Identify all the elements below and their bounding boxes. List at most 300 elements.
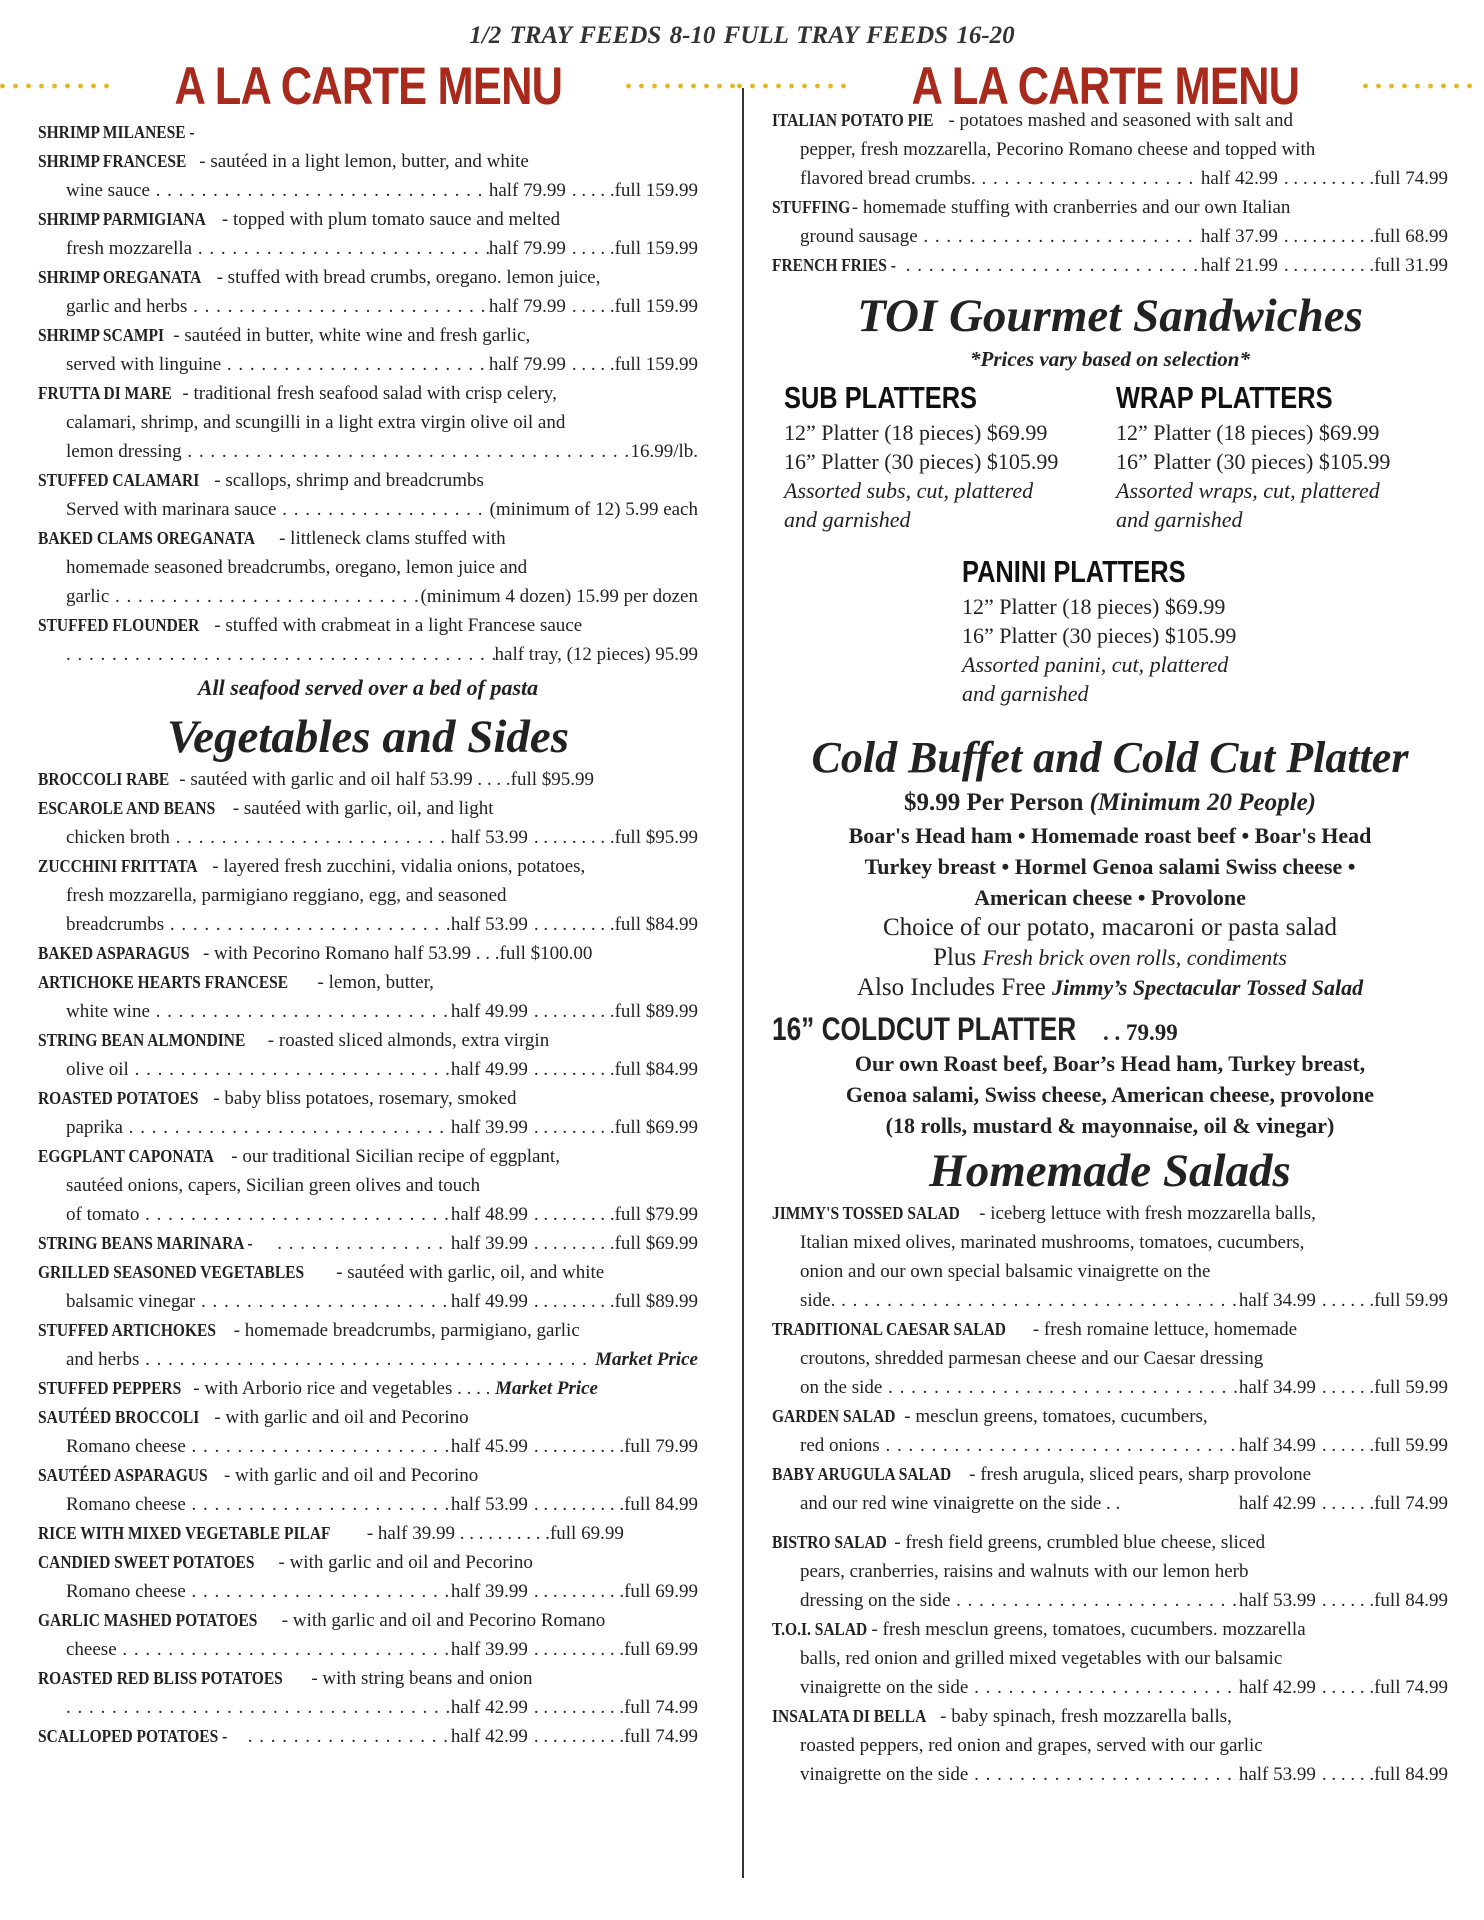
- menu-item: [38, 794, 698, 852]
- item-name: INSALATA DI BELLA: [772, 1706, 927, 1726]
- menu-item-line: [38, 1548, 698, 1577]
- platter-description: and garnished: [962, 681, 1089, 706]
- menu-item-line: [38, 852, 698, 881]
- menu-item: [38, 379, 698, 466]
- item-lead: [38, 1229, 451, 1258]
- full-price: . . . . . .full 59.99: [1321, 1290, 1448, 1311]
- item-description-line: calamari, shrimp, and scungilli in a light extra virgin olive oil and: [66, 412, 566, 433]
- item-name: SHRIMP MILANESE -: [38, 122, 195, 142]
- item-price-line: [38, 1287, 698, 1316]
- item-price-line: [38, 1693, 698, 1722]
- menu-item: [38, 524, 698, 611]
- half-price: half 49.99: [450, 1001, 528, 1022]
- item-name: T.O.I. SALAD: [772, 1619, 868, 1639]
- seafood-list: [38, 118, 698, 669]
- half-price: half 39.99: [450, 1639, 528, 1660]
- item-price-line: [38, 292, 698, 321]
- item-price-line: [38, 910, 698, 939]
- item-price-line: [38, 495, 698, 524]
- item-name: SHRIMP OREGANATA: [38, 267, 202, 287]
- buffet-free-salad: Jimmy’s Spectacular Tossed Salad: [1052, 975, 1364, 1000]
- menu-item: [772, 1528, 1448, 1615]
- item-price-line: [772, 1489, 1448, 1518]
- item-name: STUFFED FLOUNDER: [38, 615, 200, 635]
- menu-item: [772, 193, 1448, 251]
- full-price: . . . . . .full 74.99: [1321, 1493, 1448, 1514]
- menu-item: [38, 118, 698, 147]
- menu-item: [772, 106, 1448, 193]
- item-name: BROCCOLI RABE: [38, 769, 170, 789]
- item-description: - littleneck clams stuffed with: [274, 528, 506, 549]
- menu-item-line: [38, 968, 698, 997]
- buffet-price: $9.99 Per Person: [904, 789, 1090, 816]
- item-description: - baby bliss potatoes, rosemary, smoked: [208, 1088, 517, 1109]
- menu-item-line: [38, 205, 698, 234]
- item-last-line: garlic . . .: [66, 582, 420, 611]
- full-price: . . . . . . . . . .full 31.99: [1283, 255, 1448, 276]
- platter-description: and garnished: [1116, 507, 1243, 532]
- menu-item-line: [38, 321, 698, 350]
- item-description: - sautéed with garlic and oil half 53.99 . . . .full $95.99: [174, 769, 595, 790]
- item-price-line: [38, 582, 698, 611]
- item-description: - sautéed with garlic, oil, and light: [228, 798, 494, 819]
- item-description-line: balls, red onion and grilled mixed vegetables with our balsamic: [800, 1648, 1283, 1669]
- item-description-line: pepper, fresh mozzarella, Pecorino Romano cheese and topped with: [800, 139, 1316, 160]
- item-price-line: [38, 1432, 698, 1461]
- item-price-line: [772, 1673, 1448, 1702]
- menu-item: [38, 1403, 698, 1461]
- market-price: Market Price: [495, 1378, 598, 1399]
- item-last-line: breadcrumbs . . .: [66, 910, 451, 939]
- menu-item: [38, 321, 698, 379]
- half-price: half 37.99: [1200, 226, 1278, 247]
- menu-title: A LA CARTE MENU: [911, 56, 1299, 116]
- menu-item-line: [38, 263, 698, 292]
- half-price: half 48.99: [450, 1204, 528, 1225]
- menu-item: [38, 765, 698, 794]
- half-price: half 39.99: [450, 1581, 528, 1602]
- buffet-also: [772, 973, 1448, 1003]
- half-price: half 49.99: [450, 1291, 528, 1312]
- item-last-line: wine sauce . . .: [66, 176, 489, 205]
- item-price-line: [772, 222, 1448, 251]
- wrap-platters-title: WRAP PLATTERS: [1116, 380, 1333, 415]
- item-last-line: [66, 640, 495, 669]
- cold-buffet-price: [772, 786, 1448, 820]
- item-description: - with garlic and oil and Pecorino: [209, 1407, 469, 1428]
- full-price: (minimum 4 dozen) 15.99 per dozen: [420, 586, 698, 607]
- item-last-line: white wine . . .: [66, 997, 451, 1026]
- menu-item-line: [772, 193, 1448, 222]
- full-price: . . . . .full 159.99: [571, 354, 698, 375]
- menu-item-line: [38, 1229, 698, 1258]
- item-price-line: [38, 234, 698, 263]
- menu-item: [772, 1615, 1448, 1702]
- buffet-items-line: American cheese • Provolone: [974, 885, 1246, 910]
- item-price-line: [38, 350, 698, 379]
- item-last-line: red onions . . .: [800, 1431, 1239, 1460]
- half-price: half 45.99: [450, 1436, 528, 1457]
- full-price: . . . . . .full 84.99: [1321, 1590, 1448, 1611]
- menu-item-line: [38, 1461, 698, 1490]
- item-lead: [772, 251, 1201, 280]
- menu-item: [38, 466, 698, 524]
- coldcut-header: [772, 1011, 1448, 1048]
- menu-item: [38, 611, 698, 669]
- item-description: - half 39.99 . . . . . . . . . .full 69.99: [362, 1523, 624, 1544]
- item-description-line: croutons, shredded parmesan cheese and our Caesar dressing: [800, 1348, 1264, 1369]
- item-last-line: cheese . . .: [66, 1635, 451, 1664]
- item-description: - with garlic and oil and Pecorino: [273, 1552, 533, 1573]
- menu-item-line: [38, 939, 698, 968]
- item-description: - with garlic and oil and Pecorino Romano: [277, 1610, 606, 1631]
- item-price-line: [38, 176, 698, 205]
- menu-item: [38, 263, 698, 321]
- menu-item: [38, 1664, 698, 1722]
- menu-item-line: [38, 1026, 698, 1055]
- item-name: SAUTÉED BROCCOLI: [38, 1407, 200, 1427]
- item-name: BISTRO SALAD: [772, 1532, 887, 1552]
- item-price-line: [772, 164, 1448, 193]
- item-description: - stuffed with bread crumbs, oregano. lemon juice,: [211, 267, 601, 288]
- menu-item-line: [38, 1722, 698, 1751]
- item-price-line: [38, 640, 698, 669]
- menu-header-left: [38, 56, 698, 116]
- item-description: - traditional fresh seafood salad with crisp celery,: [177, 383, 557, 404]
- full-price: . . . . . . . . .full $84.99: [533, 914, 698, 935]
- menu-title: A LA CARTE MENU: [174, 56, 562, 116]
- menu-item-line: [38, 1258, 698, 1287]
- item-name: STUFFED PEPPERS: [38, 1378, 182, 1398]
- platter-price-line: 12” Platter (18 pieces) $69.99: [1116, 420, 1380, 445]
- item-name: SCALLOPED POTATOES -: [38, 1726, 228, 1746]
- market-price: Market Price: [595, 1349, 698, 1370]
- item-name: STRING BEAN ALMONDINE: [38, 1030, 246, 1050]
- sides-continued-list: [772, 106, 1448, 280]
- item-last-line: lemon dressing . . .: [66, 437, 630, 466]
- menu-item-line: [38, 765, 698, 794]
- item-name: ZUCCHINI FRITTATA: [38, 856, 198, 876]
- item-description: - layered fresh zucchini, vidalia onions, potatoes,: [207, 856, 586, 877]
- menu-item-line: [772, 251, 1448, 280]
- menu-item: [772, 1460, 1448, 1518]
- menu-item: [38, 968, 698, 1026]
- item-name: ROASTED RED BLISS POTATOES: [38, 1668, 283, 1688]
- full-price: . . . . . . . . . .full 79.99: [533, 1436, 698, 1457]
- item-description: - baby spinach, fresh mozzarella balls,: [935, 1706, 1232, 1727]
- item-price-line: [38, 1490, 698, 1519]
- menu-item-line: [38, 1519, 698, 1548]
- menu-item-line: [772, 1402, 1448, 1431]
- menu-item-line: [38, 1084, 698, 1113]
- half-price: half 53.99: [1238, 1590, 1316, 1611]
- full-price: . . . . . . . . .full $79.99: [533, 1204, 698, 1225]
- salads-title: Homemade Salads: [929, 1145, 1291, 1197]
- platter-description: Assorted wraps, cut, plattered: [1116, 478, 1380, 503]
- item-last-line: Romano cheese . . .: [66, 1577, 451, 1606]
- half-price: half 39.99: [450, 1233, 528, 1254]
- buffet-minimum: (Minimum 20 People): [1089, 789, 1316, 816]
- item-name: SAUTÉED ASPARAGUS: [38, 1465, 208, 1485]
- full-price: . . . . . . . . .full $69.99: [533, 1117, 698, 1138]
- half-price: half 49.99: [450, 1059, 528, 1080]
- half-price: half 79.99: [488, 354, 566, 375]
- item-name: GRILLED SEASONED VEGETABLES: [38, 1262, 305, 1282]
- item-description: - topped with plum tomato sauce and melted: [217, 209, 561, 230]
- item-description-line: Italian mixed olives, marinated mushrooms, tomatoes, cucumbers,: [800, 1232, 1305, 1253]
- platter-description: Assorted subs, cut, plattered: [784, 478, 1034, 503]
- half-price: half 53.99: [450, 827, 528, 848]
- item-price-line: [38, 1577, 698, 1606]
- item-last-line: fresh mozzarella . . .: [66, 234, 489, 263]
- menu-item: [772, 1702, 1448, 1789]
- item-description: - sautéed in a light lemon, butter, and white: [194, 151, 529, 172]
- menu-item: [38, 1026, 698, 1084]
- coldcut-items-line: Genoa salami, Swiss cheese, American cheese, provolone: [845, 1082, 1375, 1107]
- coldcut-title: 16” COLDCUT PLATTER: [772, 1011, 1077, 1047]
- item-description: - lemon, butter,: [312, 972, 434, 993]
- item-name: BABY ARUGULA SALAD: [772, 1464, 952, 1484]
- menu-item-line: [38, 466, 698, 495]
- item-description: - our traditional Sicilian recipe of eggplant,: [226, 1146, 560, 1167]
- item-description-line: onion and our own special balsamic vinaigrette on the: [800, 1261, 1211, 1282]
- item-price-line: [38, 823, 698, 852]
- full-price: . . . . . . . . . .full 69.99: [533, 1581, 698, 1602]
- item-price-line: [38, 437, 698, 466]
- item-description-line: roasted peppers, red onion and grapes, served with our garlic: [800, 1735, 1263, 1756]
- half-price: half 42.99: [450, 1697, 528, 1718]
- item-price-line: [772, 1586, 1448, 1615]
- half-price: half 34.99: [1238, 1377, 1316, 1398]
- full-price: . . . . . . . . .full $95.99: [533, 827, 698, 848]
- item-last-line: side. . . .: [800, 1286, 1239, 1315]
- item-price-line: [772, 1431, 1448, 1460]
- half-price: half 42.99: [1200, 168, 1278, 189]
- menu-item: [38, 205, 698, 263]
- item-last-line: and herbs . . .: [66, 1345, 595, 1374]
- item-description: - fresh arugula, sliced pears, sharp provolone: [964, 1464, 1312, 1485]
- platter-price-line: 12” Platter (18 pieces) $69.99: [784, 420, 1048, 445]
- item-description: - with string beans and onion: [306, 1668, 533, 1689]
- item-name: RICE WITH MIXED VEGETABLE PILAF: [38, 1523, 331, 1543]
- menu-item: [38, 1606, 698, 1664]
- item-last-line: on the side . . .: [800, 1373, 1239, 1402]
- menu-item-line: [38, 794, 698, 823]
- full-price: . . . . . . . . . .full 68.99: [1283, 226, 1448, 247]
- item-last-line: balsamic vinegar . . .: [66, 1287, 451, 1316]
- item-name: STUFFED CALAMARI: [38, 470, 200, 490]
- item-price-line: [38, 1113, 698, 1142]
- item-name: BAKED CLAMS OREGANATA: [38, 528, 256, 548]
- half-price: half 79.99: [488, 296, 566, 317]
- item-description: - with Arborio rice and vegetables . . . .: [188, 1378, 496, 1399]
- item-description-line: sautéed onions, capers, Sicilian green olives and touch: [66, 1175, 481, 1196]
- full-price: . . . . .full 159.99: [571, 238, 698, 259]
- menu-item: [38, 1519, 698, 1548]
- dots-decoration: [1359, 82, 1477, 90]
- menu-item-line: [38, 1403, 698, 1432]
- full-price: . . . . . . . . .full $69.99: [533, 1233, 698, 1254]
- menu-item: [772, 1315, 1448, 1402]
- full-price: . . . . . . . . . .full 74.99: [1283, 168, 1448, 189]
- item-name: GARLIC MASHED POTATOES: [38, 1610, 258, 1630]
- full-price: . . . . . . . . .full $84.99: [533, 1059, 698, 1080]
- half-price: half 53.99: [1238, 1764, 1316, 1785]
- full-price: . . . . .full 159.99: [571, 180, 698, 201]
- item-price-line: [38, 1055, 698, 1084]
- menu-item-line: [38, 379, 698, 408]
- dots-decoration: [0, 82, 114, 90]
- full-price: . . . . . .full 59.99: [1321, 1435, 1448, 1456]
- half-price: half 34.99: [1238, 1435, 1316, 1456]
- item-description: - fresh field greens, crumbled blue cheese, sliced: [889, 1532, 1266, 1553]
- menu-item: [772, 1199, 1448, 1315]
- half-price: half 21.99: [1200, 255, 1278, 276]
- item-name: ROASTED POTATOES: [38, 1088, 199, 1108]
- menu-item: [38, 1258, 698, 1316]
- item-name: SHRIMP SCAMPI: [38, 325, 165, 345]
- coldcut-items-line: Our own Roast beef, Boar’s Head ham, Turkey breast,: [854, 1051, 1366, 1076]
- menu-item: [38, 1316, 698, 1374]
- item-last-line: vinaigrette on the side . . .: [800, 1760, 1239, 1789]
- item-description-line: homemade seasoned breadcrumbs, oregano, lemon juice and: [66, 557, 528, 578]
- item-description-line: pears, cranberries, raisins and walnuts with our lemon herb: [800, 1561, 1249, 1582]
- item-description: - fresh romaine lettuce, homemade: [1028, 1319, 1298, 1340]
- item-description: - fresh mesclun greens, tomatoes, cucumbers. mozzarella: [866, 1619, 1306, 1640]
- item-name: CANDIED SWEET POTATOES: [38, 1552, 255, 1572]
- menu-item-line: [772, 1315, 1448, 1344]
- menu-item: [38, 1084, 698, 1142]
- item-price-line: [38, 1345, 698, 1374]
- platter-price-line: 16” Platter (30 pieces) $105.99: [962, 623, 1237, 648]
- item-name: JIMMY'S TOSSED SALAD: [772, 1203, 960, 1223]
- sandwich-platters: [784, 378, 1448, 534]
- full-price: . . . . . .full 59.99: [1321, 1377, 1448, 1398]
- buffet-also-label: Also Includes Free: [856, 974, 1053, 1001]
- item-last-line: dressing on the side . . .: [800, 1586, 1239, 1615]
- platter-price-line: 16” Platter (30 pieces) $105.99: [784, 449, 1059, 474]
- buffet-plus: [772, 943, 1448, 973]
- item-name: SHRIMP FRANCESE: [38, 151, 187, 171]
- seafood-note: All seafood served over a bed of pasta: [197, 675, 539, 700]
- menu-item-line: [38, 118, 698, 147]
- item-name: BAKED ASPARAGUS: [38, 943, 190, 963]
- item-description: - iceberg lettuce with fresh mozzarella balls,: [974, 1203, 1316, 1224]
- coldcut-items-line: (18 rolls, mustard & mayonnaise, oil & vinegar): [885, 1113, 1335, 1138]
- menu-item-line: [38, 1664, 698, 1693]
- menu-item: [38, 1722, 698, 1751]
- sub-platters: [784, 378, 1116, 534]
- item-price-line: [772, 1373, 1448, 1402]
- menu-item: [38, 147, 698, 205]
- item-description: - mesclun greens, tomatoes, cucumbers,: [899, 1406, 1208, 1427]
- half-price: half 53.99: [450, 914, 528, 935]
- item-name: STUFFING: [772, 197, 851, 217]
- item-description: - with garlic and oil and Pecorino: [219, 1465, 479, 1486]
- half-price: half 53.99: [450, 1494, 528, 1515]
- full-price: . . . . . . . . . .full 74.99: [533, 1726, 698, 1747]
- item-price-line: [38, 1635, 698, 1664]
- dots-decoration: [622, 82, 740, 90]
- platter-price-line: 16” Platter (30 pieces) $105.99: [1116, 449, 1391, 474]
- item-last-line: Romano cheese . . .: [66, 1490, 451, 1519]
- item-name: GARDEN SALAD: [772, 1406, 896, 1426]
- full-price: . . . . . . . . . .full 69.99: [533, 1639, 698, 1660]
- full-price: . . . . . . . . .full $89.99: [533, 1001, 698, 1022]
- buffet-plus-items: Fresh brick oven rolls, condiments: [982, 945, 1287, 970]
- platter-description: and garnished: [784, 507, 911, 532]
- full-price: . . . . . .full 84.99: [1321, 1764, 1448, 1785]
- wrap-platters: [1116, 378, 1448, 534]
- item-last-line: served with linguine . . .: [66, 350, 489, 379]
- column-divider: [742, 88, 744, 1878]
- menu-item: [38, 939, 698, 968]
- panini-platters-title: PANINI PLATTERS: [962, 554, 1186, 589]
- full-price: half tray, (12 pieces) 95.99: [494, 644, 698, 665]
- item-last-line: chicken broth . . .: [66, 823, 451, 852]
- item-name: SHRIMP PARMIGIANA: [38, 209, 206, 229]
- full-price: . . . . . .full 74.99: [1321, 1677, 1448, 1698]
- buffet-items-line: Boar's Head ham • Homemade roast beef • Boar's Head: [848, 823, 1372, 848]
- item-price-line: [38, 1200, 698, 1229]
- menu-item-line: [38, 147, 698, 176]
- item-description: - roasted sliced almonds, extra virgin: [263, 1030, 550, 1051]
- item-description: - potatoes mashed and seasoned with salt and: [943, 110, 1294, 131]
- half-price: half 79.99: [488, 180, 566, 201]
- item-price-line: [772, 1286, 1448, 1315]
- menu-item-line: [772, 1702, 1448, 1731]
- item-last-line: Served with marinara sauce . . .: [66, 495, 490, 524]
- full-price: (minimum of 12) 5.99 each: [489, 499, 698, 520]
- menu-item: [38, 1142, 698, 1229]
- item-name: EGGPLANT CAPONATA: [38, 1146, 214, 1166]
- menu-item: [772, 251, 1448, 280]
- item-last-line: vinaigrette on the side . . .: [800, 1673, 1239, 1702]
- full-price: . . . . . . . . .full $89.99: [533, 1291, 698, 1312]
- coldcut-price: . . 79.99: [1102, 1020, 1178, 1045]
- full-price: . . . . . . . . . .full 74.99: [533, 1697, 698, 1718]
- item-description: - sautéed with garlic, oil, and white: [331, 1262, 605, 1283]
- menu-item-line: [772, 1615, 1448, 1644]
- menu-item: [38, 1461, 698, 1519]
- vegetables-list: [38, 765, 698, 1751]
- menu-item: [38, 1548, 698, 1606]
- menu-item: [772, 1402, 1448, 1460]
- vegetables-title: Vegetables and Sides: [166, 711, 570, 763]
- salads-list: [772, 1199, 1448, 1789]
- item-description: - scallops, shrimp and breadcrumbs: [209, 470, 484, 491]
- item-price-line: [38, 997, 698, 1026]
- half-price: half 42.99: [1238, 1493, 1316, 1514]
- item-description: - homemade breadcrumbs, parmigiano, garlic: [228, 1320, 580, 1341]
- menu-item-line: [772, 1199, 1448, 1228]
- half-price: half 39.99: [450, 1117, 528, 1138]
- item-price-line: [772, 1760, 1448, 1789]
- menu-item-line: [772, 1528, 1448, 1557]
- item-description-line: fresh mozzarella, parmigiano reggiano, egg, and seasoned: [66, 885, 507, 906]
- item-last-line: garlic and herbs . . .: [66, 292, 489, 321]
- item-name: ESCAROLE AND BEANS: [38, 798, 216, 818]
- item-description: - homemade stuffing with cranberries and our own Italian: [847, 197, 1291, 218]
- item-last-line: Romano cheese . . .: [66, 1432, 451, 1461]
- item-name: TRADITIONAL CAESAR SALAD: [772, 1319, 1006, 1339]
- menu-item: [38, 1229, 698, 1258]
- sub-platters-title: SUB PLATTERS: [784, 380, 978, 415]
- cold-buffet-title: Cold Buffet and Cold Cut Platter: [811, 733, 1409, 782]
- buffet-choice: Choice of our potato, macaroni or pasta salad: [882, 914, 1338, 941]
- left-column: [38, 56, 698, 1751]
- menu-item: [38, 1374, 698, 1403]
